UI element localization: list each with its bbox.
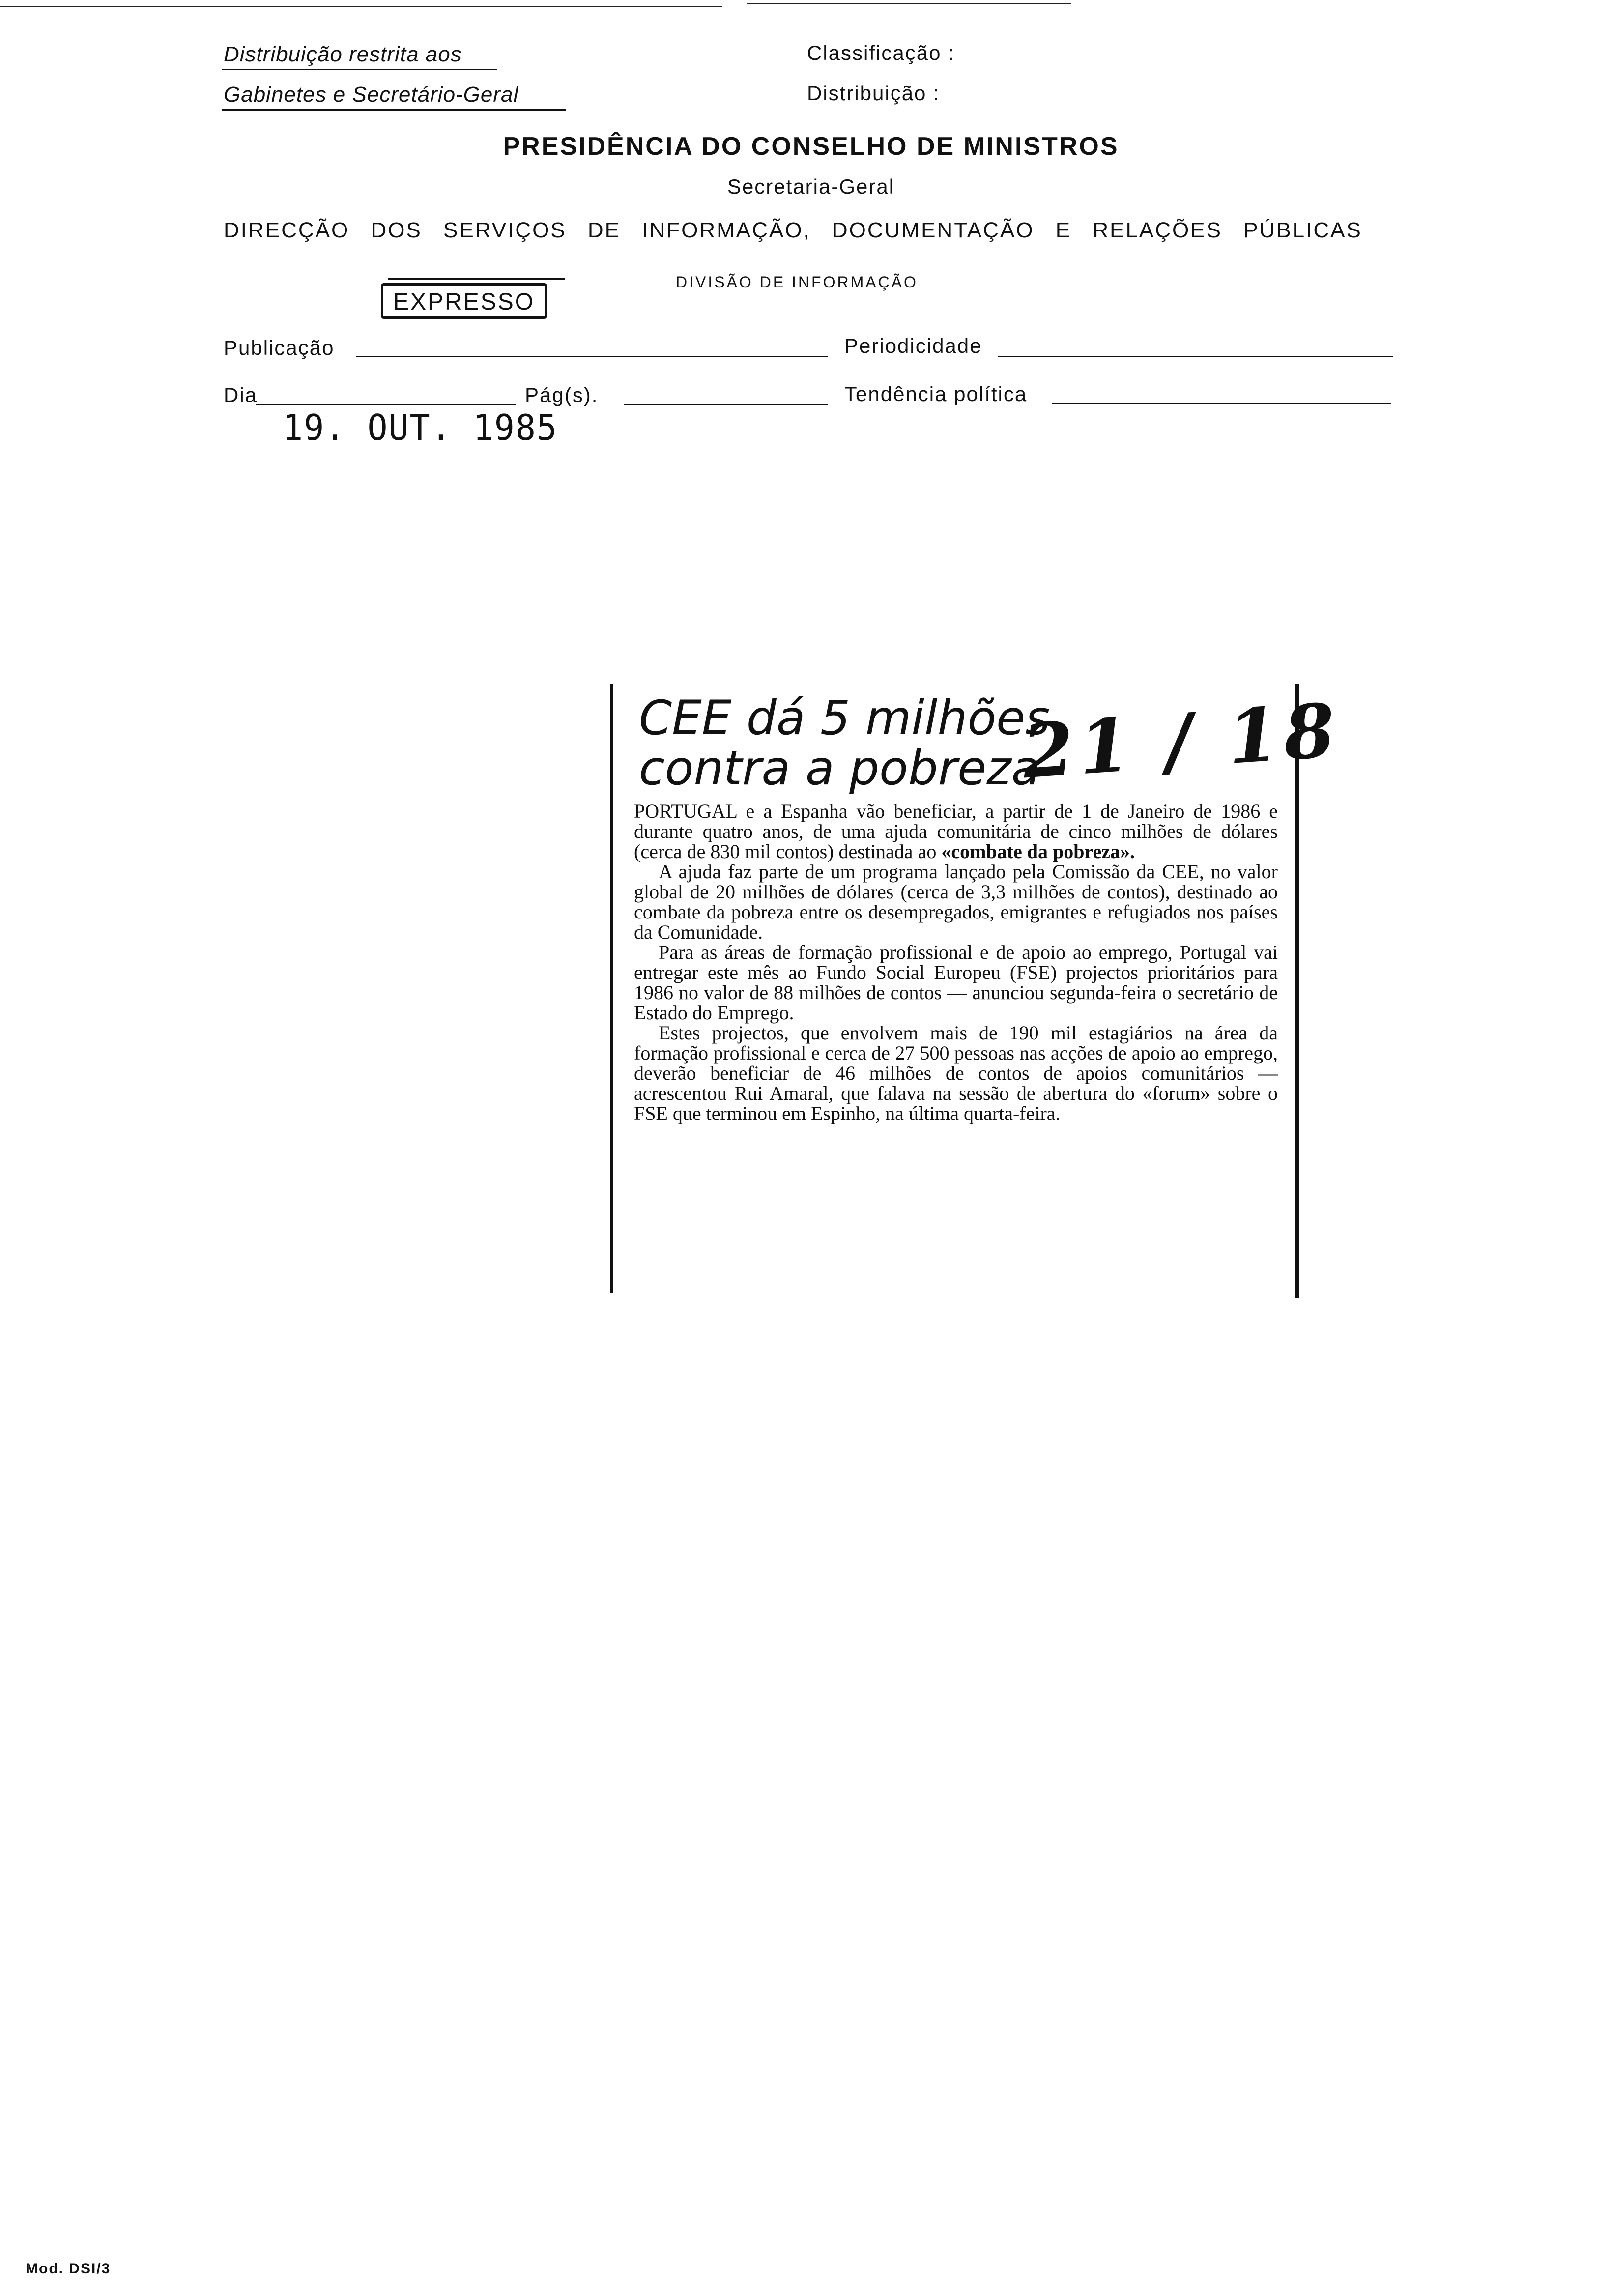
clipping-left-border — [610, 684, 613, 1293]
headline-line-1: CEE dá 5 milhões — [639, 690, 1050, 746]
political-tendency-label: Tendência política — [844, 382, 1028, 405]
direction-title: DIRECÇÃO DOS SERVIÇOS DE INFORMAÇÃO, DOCUMENTAÇÃO E RELAÇÕES PÚBLICAS — [224, 218, 1362, 242]
model-code: Mod. DSI/3 — [26, 2261, 111, 2277]
article-paragraph-4: Estes projectos, que envolvem mais de 190 mil estagiários na área da formação profissional e cerca de 27 500 pessoas nas acções de apoio ao emprego, deverão beneficiar de 46 milhões de contos de apoios comunitários — acrescentou Rui Amaral, que falava na sessão de abertura do «forum» sobre o FSE que terminou em Espinho, na última quarta-feira. — [634, 1022, 1278, 1124]
handwritten-note: 21 / 18 — [1019, 687, 1343, 796]
org-title: PRESIDÊNCIA DO CONSELHO DE MINISTROS — [503, 132, 1119, 161]
day-label: Dia — [224, 383, 258, 406]
article-paragraph-2: A ajuda faz parte de um programa lançado pela Comissão da CEE, no valor global de 20 milhões de dólares (cerca de 3,3 milhões de contos), destinado ao combate da pobreza entre os desempregados, emigrantes e refugiados nos países da Comunidade. — [634, 861, 1278, 943]
article-paragraph-1 — [634, 801, 1278, 861]
top-rule-right — [747, 3, 1071, 4]
top-rule-left — [0, 6, 722, 7]
classification-label: Classificação : — [807, 41, 955, 64]
periodicity-field-line — [998, 356, 1393, 357]
org-subtitle: Secretaria-Geral — [727, 175, 895, 198]
day-field-line — [256, 404, 516, 405]
publication-field-line — [356, 356, 828, 357]
article-body — [634, 801, 1278, 1123]
political-tendency-field-line — [1052, 403, 1391, 404]
article-paragraph-1-bold: «combate da pobreza». — [941, 840, 1135, 862]
division-title: DIVISÃO DE INFORMAÇÃO — [676, 273, 918, 291]
distribution-label: Distribuição : — [807, 82, 940, 105]
stamp-top-mark — [388, 278, 565, 280]
pages-field-line — [624, 404, 828, 405]
headline-line-2: contra a pobreza — [639, 741, 1040, 796]
distribution-line-1: Distribuição restrita aos — [224, 42, 462, 66]
article-paragraph-1-main: PORTUGAL e a Espanha vão beneficiar, a partir de 1 de Janeiro de 1986 e durante quatro anos, de uma ajuda comunitária de cinco milhões de dólares (cerca de 830 mil contos) destinada ao — [634, 800, 1278, 862]
date-stamp: 19. OUT. 1985 — [283, 407, 558, 448]
publication-stamp: EXPRESSO — [381, 283, 547, 319]
distribution-underline-1 — [222, 69, 497, 70]
distribution-line-2: Gabinetes e Secretário-Geral — [224, 83, 519, 107]
periodicity-label: Periodicidade — [844, 334, 982, 357]
pages-label: Pág(s). — [525, 383, 599, 406]
article-paragraph-3: Para as áreas de formação profissional e de apoio ao emprego, Portugal vai entregar este mês ao Fundo Social Europeu (FSE) projectos prioritários para 1986 no valor de 88 milhões de contos — anunciou segunda-feira o secretário de Estado do Emprego. — [634, 941, 1278, 1024]
distribution-underline-2 — [222, 109, 566, 111]
publication-label: Publicação — [224, 336, 335, 359]
